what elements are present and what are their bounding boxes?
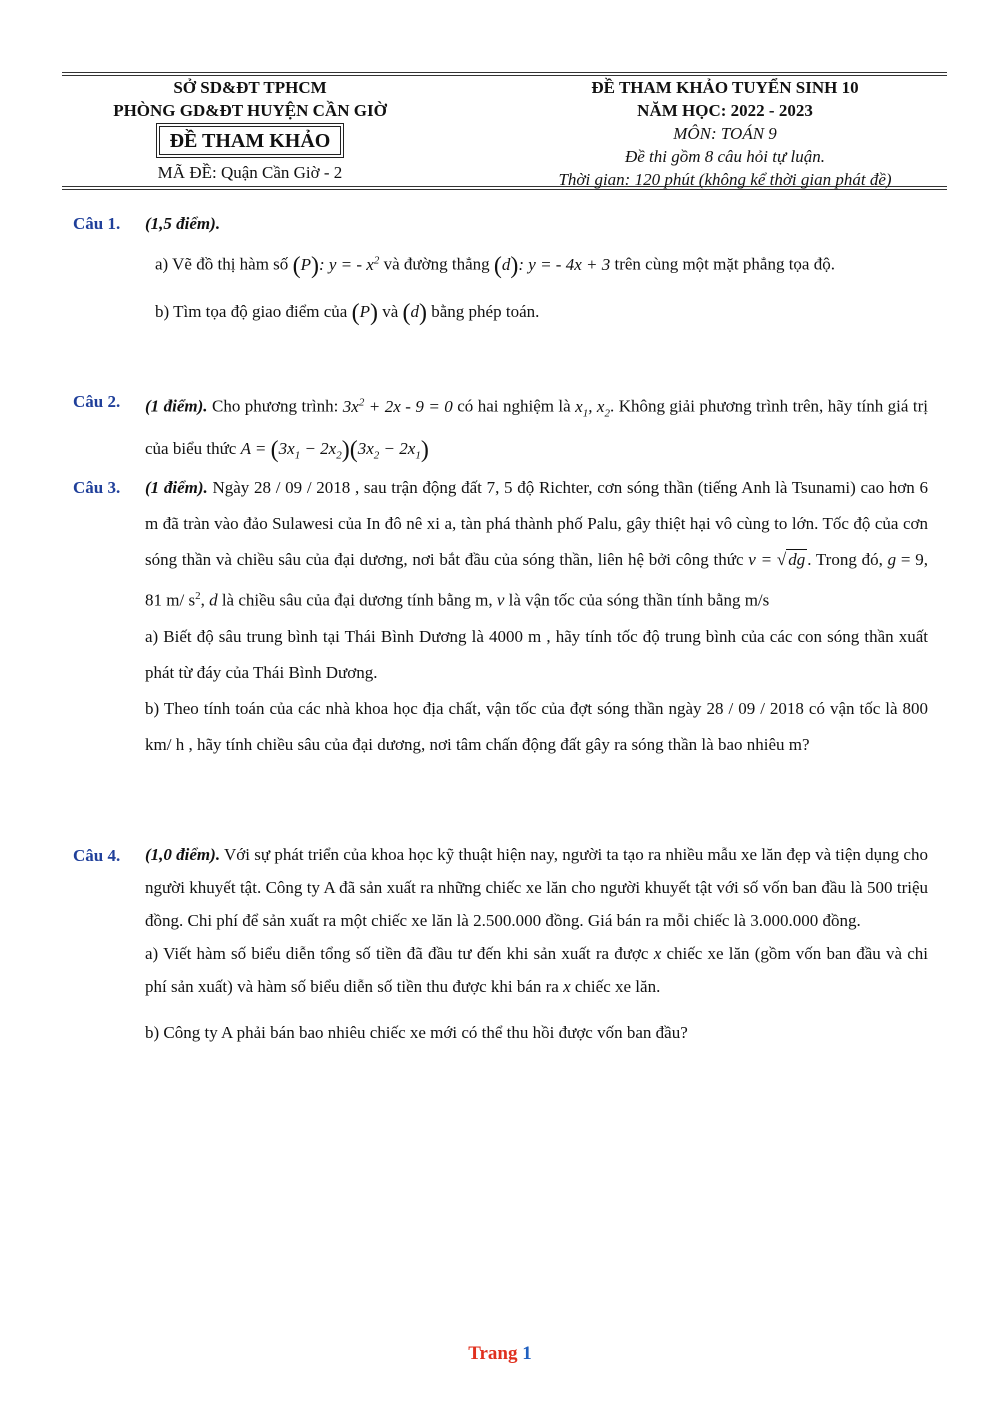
question-2-points: (1 điểm). bbox=[145, 396, 208, 416]
header-right bbox=[505, 76, 945, 191]
header-bottom-rule bbox=[62, 186, 947, 187]
question-1-points: (1,5 điểm). bbox=[145, 214, 221, 233]
quadratic-equation: $3x^2 + 2x - 9 = 0$ bbox=[342, 396, 453, 416]
parabola-equation: (P): y = - $x^2$ bbox=[292, 252, 380, 279]
question-4-label: Câu 4. bbox=[73, 846, 121, 865]
question-4-points: (1,0 điểm). bbox=[145, 845, 221, 864]
question-count-note: Đề thi gồm 8 câu hỏi tự luận. bbox=[624, 147, 826, 166]
reference-exam-box: ĐỀ THAM KHẢO bbox=[159, 126, 342, 155]
line-equation: (d): y = - 4x + 3 bbox=[493, 252, 611, 279]
question-3a: a) Biết độ sâu trung bình tại Thái Bình Dương là 4000 m , hãy tính tốc độ trung bình của các con sóng thần xuất phát từ đáy của Thái Bình Dương. bbox=[145, 626, 928, 682]
page-label: Trang bbox=[468, 1343, 518, 1364]
school-year: NĂM HỌC: 2022 - 2023 bbox=[637, 101, 813, 120]
page-footer bbox=[0, 1343, 1000, 1365]
question-2-label: Câu 2. bbox=[73, 392, 121, 411]
district-office-name: PHÒNG GD&ĐT HUYỆN CẦN GIỜ bbox=[113, 101, 387, 120]
question-4a: a) Viết hàm số biểu diễn tổng số tiền đã đầu tư đến khi sản xuất ra được x chiếc xe lăn (gồm vốn ban đầu và chi phí sản xuất) và hàm số biểu diễn số tiền thu được khi bán ra x chiếc xe lăn. bbox=[145, 944, 928, 996]
question-1b: b) Tìm tọa độ giao điểm của (P) và (d) bằng phép toán. bbox=[155, 299, 540, 326]
header-top-rule bbox=[62, 72, 947, 73]
question-4: Câu 4. (1,0 điểm). Với sự phát triển của khoa học kỹ thuật hiện nay, người ta tạo ra nhiều mẫu xe lăn đẹp và tiện dụng cho người khuyết tật. Công ty A đã sản xuất ra những chiếc xe lăn cho người khuyết tật với số vốn ban đầu là 500 triệu đồng. Chi phí để sản xuất ra một chiếc xe lăn là 2.500.000 đồng. Giá bán ra mỗi chiếc là 3.000.000 đồng. a) Viết hàm số biểu diễn tổng số tiền đã đầu tư đến khi sản xuất ra được x chiếc xe lăn (gồm vốn ban đầu và chi phí sản xuất) và hàm số biểu diễn số tiền thu được khi bán ra x chiếc xe lăn. b) Công ty A phải bán bao nhiêu chiếc xe mới có thể thu hồi được vốn ban đầu? bbox=[73, 838, 928, 1051]
question-2: Câu 2. (1 điểm). Cho phương trình: $3x^2 + 2x - 9 = 0$ có hai nghiệm là $x_1$, $x_2$. Không giải phương trình trên, hãy tính giá trị của biểu thức $A = (3x_1 - 2x_2)(3x_2 - 2x_1)$ bbox=[73, 384, 928, 473]
exam-title: ĐỀ THAM KHẢO TUYỂN SINH 10 bbox=[591, 78, 859, 97]
time-limit: Thời gian: 120 phút (không kể thời gian phát đề) bbox=[558, 170, 892, 189]
tsunami-formula: v = √ dg bbox=[748, 550, 806, 569]
expression-A: $A = (3x_1 - 2x_2)(3x_2 - 2x_1)$ bbox=[240, 437, 429, 464]
header-bottom-rule-2 bbox=[62, 189, 947, 190]
exam-code: MÃ ĐỀ: Quận Cần Giờ - 2 bbox=[157, 163, 343, 182]
department-name: SỞ SD&ĐT TPHCM bbox=[173, 78, 327, 97]
question-3: Câu 3. (1 điểm). Ngày 28 / 09 / 2018 , sau trận động đất 7, 5 độ Richter, cơn sóng thần (tiếng Anh là Tsunami) cao hơn 6 m đã tràn vào đảo Sulawesi của In đô nê xi a, tàn phá thành phố Palu, gây thiệt hại vô cùng to lớn. Tốc độ của cơn sóng thần và chiều sâu của đại dương, nơi bắt đầu của sóng thần, liên hệ bởi công thức v = √ dg . Trong đó, g = 9, 81 m/ $s^2$, d là chiều sâu của đại dương tính bằng m, v là vận tốc của sóng thần tính bằng m/s a) Biết độ sâu trung bình tại Thái Bình Dương là 4000 m , hãy tính tốc độ trung bình của các con sóng thần xuất phát từ đáy của Thái Bình Dương. b) Theo tính toán của các nhà khoa học địa chất, vận tốc của đợt sóng thần ngày 28 / 09 / 2018 có vận tốc là 800 km/ h , hãy tính chiều sâu của đại dương, nơi tâm chấn động đất gây ra sóng thần là bao nhiêu m? bbox=[73, 470, 928, 763]
question-4b: b) Công ty A phải bán bao nhiêu chiếc xe mới có thể thu hồi được vốn ban đầu? bbox=[145, 1023, 688, 1042]
question-1 bbox=[73, 206, 928, 331]
question-1-label: Câu 1. bbox=[73, 214, 121, 233]
question-3b: b) Theo tính toán của các nhà khoa học địa chất, vận tốc của đợt sóng thần ngày 28 / 09 / 2018 có vận tốc là 800 km/ h , hãy tính chiều sâu của đại dương, nơi tâm chấn động đất gây ra sóng thần là bao nhiêu m? bbox=[145, 698, 928, 754]
question-3-points: (1 điểm). bbox=[145, 478, 208, 497]
subject: MÔN: TOÁN 9 bbox=[673, 124, 777, 143]
page-number: 1 bbox=[522, 1343, 532, 1364]
question-3-label: Câu 3. bbox=[73, 478, 121, 497]
question-1a: a) Vẽ đồ thị hàm số (P): y = - $x^2$ và đường thẳng (d): y = - 4x + 3 trên cùng một mặt phẳng tọa độ. bbox=[155, 252, 835, 279]
header-left bbox=[70, 76, 430, 184]
